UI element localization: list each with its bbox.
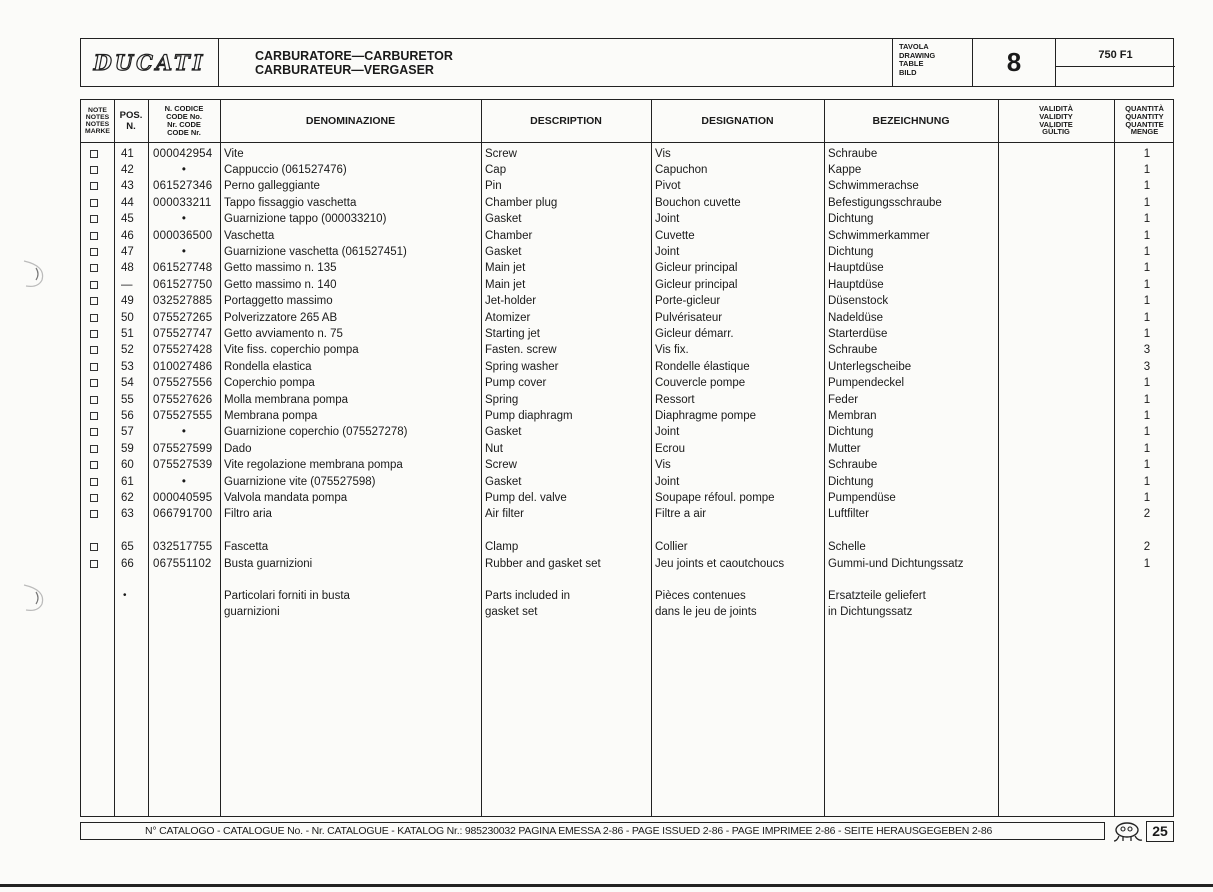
table-row <box>81 228 1173 244</box>
pos-number: 63 <box>121 508 134 521</box>
bezeichnung-cell: Dichtung <box>828 245 874 258</box>
pos-number: 60 <box>121 459 134 472</box>
pos-number: 42 <box>121 163 134 176</box>
denominazione-cell: Membrana pompa <box>224 409 318 422</box>
note-checkbox <box>90 215 98 223</box>
note-checkbox <box>90 379 98 387</box>
table-row <box>81 162 1173 178</box>
description-cell: Rubber and gasket set <box>485 557 601 570</box>
part-code: 010027486 <box>153 360 213 373</box>
quantity-cell: 3 <box>1143 344 1151 357</box>
designation-cell: Filtre a air <box>655 508 707 521</box>
column-header-code: N. CODICE CODE No. Nr. CODE CODE Nr. <box>164 104 204 137</box>
part-code: 075527555 <box>153 409 213 422</box>
quantity-cell: 1 <box>1143 213 1151 226</box>
bezeichnung-cell: Feder <box>828 393 859 406</box>
note-checkbox <box>90 560 98 568</box>
drawing-label: TABLE <box>899 59 924 69</box>
table-row <box>81 424 1173 440</box>
note-checkbox <box>90 182 98 190</box>
note-marker: • <box>123 590 127 601</box>
part-code: 075527599 <box>153 442 213 455</box>
part-code: 066791700 <box>153 508 213 521</box>
part-code: 000042954 <box>153 147 213 160</box>
cartoon-mascot-icon <box>1111 821 1145 843</box>
note-checkbox <box>90 445 98 453</box>
brand-logo-cell <box>81 39 219 86</box>
designation-cell: Capuchon <box>655 163 708 176</box>
table-row <box>81 146 1173 162</box>
description-cell: Screw <box>485 459 517 472</box>
bezeichnung-cell: Dichtung <box>828 475 874 488</box>
part-code: • <box>181 163 187 176</box>
pos-number: 49 <box>121 295 134 308</box>
note-checkbox <box>90 248 98 256</box>
designation-cell: Gicleur principal <box>655 278 738 291</box>
model-cell <box>1056 39 1175 86</box>
denominazione-cell: Valvola mandata pompa <box>224 491 348 504</box>
part-code: 075527265 <box>153 311 213 324</box>
note-checkbox <box>90 314 98 322</box>
bezeichnung-cell: Dichtung <box>828 213 874 226</box>
quantity-cell: 1 <box>1143 245 1151 258</box>
note-checkbox <box>90 297 98 305</box>
bezeichnung-cell: Pumpendüse <box>828 491 896 504</box>
bezeichnung-cell: Düsenstock <box>828 295 889 308</box>
designation-cell: Vis fix. <box>655 344 689 357</box>
page-number: 25 <box>1146 821 1174 842</box>
denominazione-cell: Perno galleggiante <box>224 180 320 193</box>
drawing-label: DRAWING <box>899 50 936 60</box>
pos-number: 53 <box>121 360 134 373</box>
part-code: 075527747 <box>153 327 213 340</box>
denominazione-cell: Guarnizione tappo (000033210) <box>224 213 387 226</box>
pos-number: 41 <box>121 147 134 160</box>
quantity-cell: 1 <box>1143 557 1151 570</box>
model-label: 750 F1 <box>1098 49 1133 61</box>
bezeichnung-cell: Gummi-und Dichtungssatz <box>828 557 964 570</box>
pos-number: 47 <box>121 245 134 258</box>
description-cell: Spring washer <box>485 360 559 373</box>
denominazione-cell: Cappuccio (061527476) <box>224 163 347 176</box>
drawing-label: BILD <box>899 67 917 77</box>
bezeichnung-cell: Luftfilter <box>828 508 869 521</box>
designation-cell: Collier <box>655 541 688 554</box>
drawing-number: 8 <box>973 39 1056 86</box>
denominazione-cell: Vite regolazione membrana pompa <box>224 459 403 472</box>
part-code: 032527885 <box>153 295 213 308</box>
part-code: 061527346 <box>153 180 213 193</box>
denominazione-cell: Getto massimo n. 140 <box>224 278 337 291</box>
denominazione-cell: Vaschetta <box>224 229 275 242</box>
description-cell: Gasket <box>485 213 522 226</box>
bezeichnung-cell: Schwimmerkammer <box>828 229 930 242</box>
table-row <box>81 359 1173 375</box>
designation-cell: Joint <box>655 475 680 488</box>
note-checkbox <box>90 281 98 289</box>
note-text-it: guarnizioni <box>224 606 280 619</box>
quantity-cell: 1 <box>1143 262 1151 275</box>
table-row <box>81 457 1173 473</box>
part-code: • <box>181 213 187 226</box>
note-checkbox <box>90 428 98 436</box>
pos-number: 51 <box>121 327 134 340</box>
page-badge <box>1111 821 1174 842</box>
table-row <box>81 539 1173 555</box>
part-code: 000036500 <box>153 229 213 242</box>
designation-cell: Vis <box>655 459 671 472</box>
denominazione-cell: Guarnizione coperchio (075527278) <box>224 426 408 439</box>
quantity-cell: 2 <box>1143 508 1151 521</box>
note-checkbox <box>90 396 98 404</box>
part-code: 067551102 <box>153 557 212 570</box>
bezeichnung-cell: Unterlegscheibe <box>828 360 912 373</box>
pos-number: 57 <box>121 426 134 439</box>
denominazione-cell: Getto avviamento n. 75 <box>224 327 343 340</box>
note-checkbox <box>90 150 98 158</box>
description-cell: Gasket <box>485 475 522 488</box>
description-cell: Gasket <box>485 245 522 258</box>
pos-number: — <box>121 278 133 291</box>
table-row <box>81 408 1173 424</box>
designation-cell: Cuvette <box>655 229 695 242</box>
denominazione-cell: Filtro aria <box>224 508 272 521</box>
pos-number: 56 <box>121 409 134 422</box>
pos-number: 52 <box>121 344 134 357</box>
description-cell: Main jet <box>485 262 526 275</box>
designation-cell: Joint <box>655 213 680 226</box>
description-cell: Cap <box>485 163 507 176</box>
designation-cell: Gicleur démarr. <box>655 327 734 340</box>
note-text-fr: Pièces contenues <box>655 590 746 602</box>
note-text-en: gasket set <box>485 606 538 619</box>
part-code: 000040595 <box>153 491 213 504</box>
quantity-cell: 1 <box>1143 196 1151 209</box>
pos-number: 44 <box>121 196 134 209</box>
pos-number: 48 <box>121 262 134 275</box>
pos-number: 65 <box>121 541 134 554</box>
table-row <box>81 211 1173 227</box>
denominazione-cell: Molla membrana pompa <box>224 393 349 406</box>
note-row <box>81 588 1173 604</box>
note-checkbox <box>90 412 98 420</box>
description-cell: Jet-holder <box>485 295 537 308</box>
designation-cell: Gicleur principal <box>655 262 738 275</box>
description-cell: Gasket <box>485 426 522 439</box>
table-row <box>81 506 1173 522</box>
part-code: 000033211 <box>153 196 212 209</box>
pos-number: 61 <box>121 475 134 488</box>
note-checkbox <box>90 232 98 240</box>
note-checkbox <box>90 330 98 338</box>
column-header-description: DESCRIPTION <box>530 115 602 127</box>
note-checkbox <box>90 510 98 518</box>
table-row <box>81 342 1173 358</box>
pos-number: 66 <box>121 557 134 570</box>
part-code: 075527556 <box>153 377 213 390</box>
part-code: 075527428 <box>153 344 213 357</box>
designation-cell: Ecrou <box>655 442 686 455</box>
note-checkbox <box>90 264 98 272</box>
denominazione-cell: Dado <box>224 442 252 455</box>
table-row <box>81 293 1173 309</box>
quantity-cell: 1 <box>1143 180 1151 193</box>
designation-cell: Jeu joints et caoutchoucs <box>655 557 785 570</box>
description-cell: Clamp <box>485 541 519 554</box>
catalog-footer: N° CATALOGO - CATALOGUE No. - Nr. CATALOGUE - KATALOG Nr.: 985230032 PAGINA EMESSA 2-86 - PAGE ISSUED 2-86 - PAGE IMPRIMEE 2-86 - SEITE HERAUSGEGEBEN 2-86 <box>80 822 1105 840</box>
description-cell: Air filter <box>485 508 524 521</box>
table-row <box>81 277 1173 293</box>
model-divider <box>1056 66 1175 67</box>
quantity-cell: 1 <box>1143 311 1151 324</box>
denominazione-cell: Polverizzatore 265 AB <box>224 311 338 324</box>
bezeichnung-cell: Schraube <box>828 344 878 357</box>
part-code: 032517755 <box>153 541 213 554</box>
quantity-cell: 1 <box>1143 393 1151 406</box>
table-row <box>81 556 1173 572</box>
brand-logo: DUCATI <box>93 50 206 75</box>
binder-hole-icon <box>18 582 48 614</box>
note-checkbox <box>90 166 98 174</box>
quantity-cell: 1 <box>1143 442 1151 455</box>
part-code: 061527748 <box>153 262 213 275</box>
note-text-fr: dans le jeu de joints <box>655 606 757 619</box>
pos-number: 59 <box>121 442 134 455</box>
designation-cell: Bouchon cuvette <box>655 196 741 209</box>
quantity-cell: 1 <box>1143 377 1151 390</box>
designation-cell: Pulvérisateur <box>655 311 723 324</box>
description-cell: Pump diaphragm <box>485 409 573 422</box>
bezeichnung-cell: Membran <box>828 409 877 422</box>
bezeichnung-cell: Pumpendeckel <box>828 377 905 390</box>
table-row <box>81 195 1173 211</box>
denominazione-cell: Getto massimo n. 135 <box>224 262 337 275</box>
bezeichnung-cell: Schwimmerachse <box>828 180 919 193</box>
denominazione-cell: Tappo fissaggio vaschetta <box>224 196 357 209</box>
denominazione-cell: Guarnizione vite (075527598) <box>224 475 376 488</box>
description-cell: Main jet <box>485 278 526 291</box>
description-cell: Starting jet <box>485 327 540 340</box>
column-header-bezeichnung: BEZEICHNUNG <box>872 115 950 127</box>
quantity-cell: 1 <box>1143 163 1151 176</box>
bezeichnung-cell: Befestigungsschraube <box>828 196 942 209</box>
bezeichnung-cell: Kappe <box>828 163 862 176</box>
column-header-designation: DESIGNATION <box>701 115 774 127</box>
table-row <box>81 490 1173 506</box>
table-row <box>81 375 1173 391</box>
table-row <box>81 260 1173 276</box>
binder-hole-icon <box>18 258 48 290</box>
designation-cell: Joint <box>655 426 680 439</box>
designation-cell: Joint <box>655 245 680 258</box>
description-cell: Pin <box>485 180 502 193</box>
description-cell: Pump cover <box>485 377 547 390</box>
denominazione-cell: Vite fiss. coperchio pompa <box>224 344 359 357</box>
bezeichnung-cell: Schraube <box>828 147 878 160</box>
designation-cell: Diaphragme pompe <box>655 409 757 422</box>
description-cell: Nut <box>485 442 503 455</box>
description-cell: Chamber plug <box>485 196 558 209</box>
note-checkbox <box>90 346 98 354</box>
description-cell: Fasten. screw <box>485 344 557 357</box>
table-row <box>81 178 1173 194</box>
bezeichnung-cell: Hauptdüse <box>828 262 884 275</box>
denominazione-cell: Portaggetto massimo <box>224 295 333 308</box>
denominazione-cell: Fascetta <box>224 541 269 554</box>
column-header-quantity: QUANTITÀ QUANTITY QUANTITE MENGE <box>1125 104 1164 137</box>
bezeichnung-cell: Hauptdüse <box>828 278 884 291</box>
drawing-label-cell <box>893 39 973 86</box>
note-checkbox <box>90 494 98 502</box>
bezeichnung-cell: Schraube <box>828 459 878 472</box>
quantity-cell: 2 <box>1143 541 1151 554</box>
pos-number: 55 <box>121 393 134 406</box>
part-code: • <box>181 245 187 258</box>
description-cell: Spring <box>485 393 519 406</box>
quantity-cell: 1 <box>1143 491 1151 504</box>
note-text-en: Parts included in <box>485 590 571 602</box>
description-cell: Pump del. valve <box>485 491 567 504</box>
bezeichnung-cell: Schelle <box>828 541 866 554</box>
designation-cell: Porte-gicleur <box>655 295 721 308</box>
quantity-cell: 1 <box>1143 409 1151 422</box>
designation-cell: Soupape réfoul. pompe <box>655 491 775 504</box>
denominazione-cell: Coperchio pompa <box>224 377 315 390</box>
denominazione-cell: Rondella elastica <box>224 360 312 373</box>
part-code: 075527539 <box>153 459 213 472</box>
part-code: 075527626 <box>153 393 213 406</box>
pos-number: 45 <box>121 213 134 226</box>
drawing-title <box>219 39 893 86</box>
quantity-cell: 1 <box>1143 147 1151 160</box>
note-row <box>81 604 1173 620</box>
designation-cell: Rondelle élastique <box>655 360 750 373</box>
header-divider <box>81 142 1173 143</box>
quantity-cell: 1 <box>1143 229 1151 242</box>
bezeichnung-cell: Starterdüse <box>828 327 888 340</box>
table-row <box>81 392 1173 408</box>
table-row <box>81 244 1173 260</box>
column-header-denominazione: DENOMINAZIONE <box>305 115 396 127</box>
quantity-cell: 3 <box>1143 360 1151 373</box>
drawing-label: TAVOLA <box>899 42 929 51</box>
quantity-cell: 1 <box>1143 327 1151 340</box>
title-line-1: CARBURATORE—CARBURETOR <box>255 49 453 63</box>
table-row <box>81 326 1173 342</box>
part-code: 061527750 <box>153 278 213 291</box>
parts-table <box>80 99 1174 817</box>
bottom-edge-rule <box>0 884 1213 887</box>
pos-number: 46 <box>121 229 134 242</box>
denominazione-cell: Vite <box>224 147 244 160</box>
pos-number: 50 <box>121 311 134 324</box>
quantity-cell: 1 <box>1143 459 1151 472</box>
designation-cell: Couvercle pompe <box>655 377 746 390</box>
table-row <box>81 474 1173 490</box>
designation-cell: Pivot <box>655 180 681 193</box>
designation-cell: Ressort <box>655 393 695 406</box>
title-line-2: CARBURATEUR—VERGASER <box>255 63 434 77</box>
denominazione-cell: Guarnizione vaschetta (061527451) <box>224 245 407 258</box>
column-header-validity: VALIDITÀ VALIDITY VALIDITE GÜLTIG <box>1038 104 1074 137</box>
designation-cell: Vis <box>655 147 671 160</box>
note-text-it: Particolari forniti in busta <box>224 590 350 602</box>
note-text-de: in Dichtungssatz <box>828 606 913 619</box>
quantity-cell: 1 <box>1143 475 1151 488</box>
denominazione-cell: Busta guarnizioni <box>224 557 313 570</box>
column-header-pos: POS. N. <box>119 110 143 132</box>
description-cell: Chamber <box>485 229 533 242</box>
description-cell: Atomizer <box>485 311 531 324</box>
note-checkbox <box>90 363 98 371</box>
table-row <box>81 310 1173 326</box>
note-text-de: Ersatzteile geliefert <box>828 590 926 602</box>
page-header <box>80 38 1174 87</box>
part-code: • <box>181 475 187 488</box>
note-checkbox <box>90 461 98 469</box>
bezeichnung-cell: Mutter <box>828 442 861 455</box>
pos-number: 43 <box>121 180 134 193</box>
pos-number: 62 <box>121 491 134 504</box>
column-header-note: NOTE NOTES NOTES MARKE <box>85 107 110 135</box>
bezeichnung-cell: Nadeldüse <box>828 311 883 324</box>
part-code: • <box>181 426 187 439</box>
quantity-cell: 1 <box>1143 426 1151 439</box>
quantity-cell: 1 <box>1143 295 1151 308</box>
description-cell: Screw <box>485 147 517 160</box>
pos-number: 54 <box>121 377 134 390</box>
note-checkbox <box>90 199 98 207</box>
note-checkbox <box>90 543 98 551</box>
bezeichnung-cell: Dichtung <box>828 426 874 439</box>
table-row <box>81 441 1173 457</box>
quantity-cell: 1 <box>1143 278 1151 291</box>
note-checkbox <box>90 478 98 486</box>
